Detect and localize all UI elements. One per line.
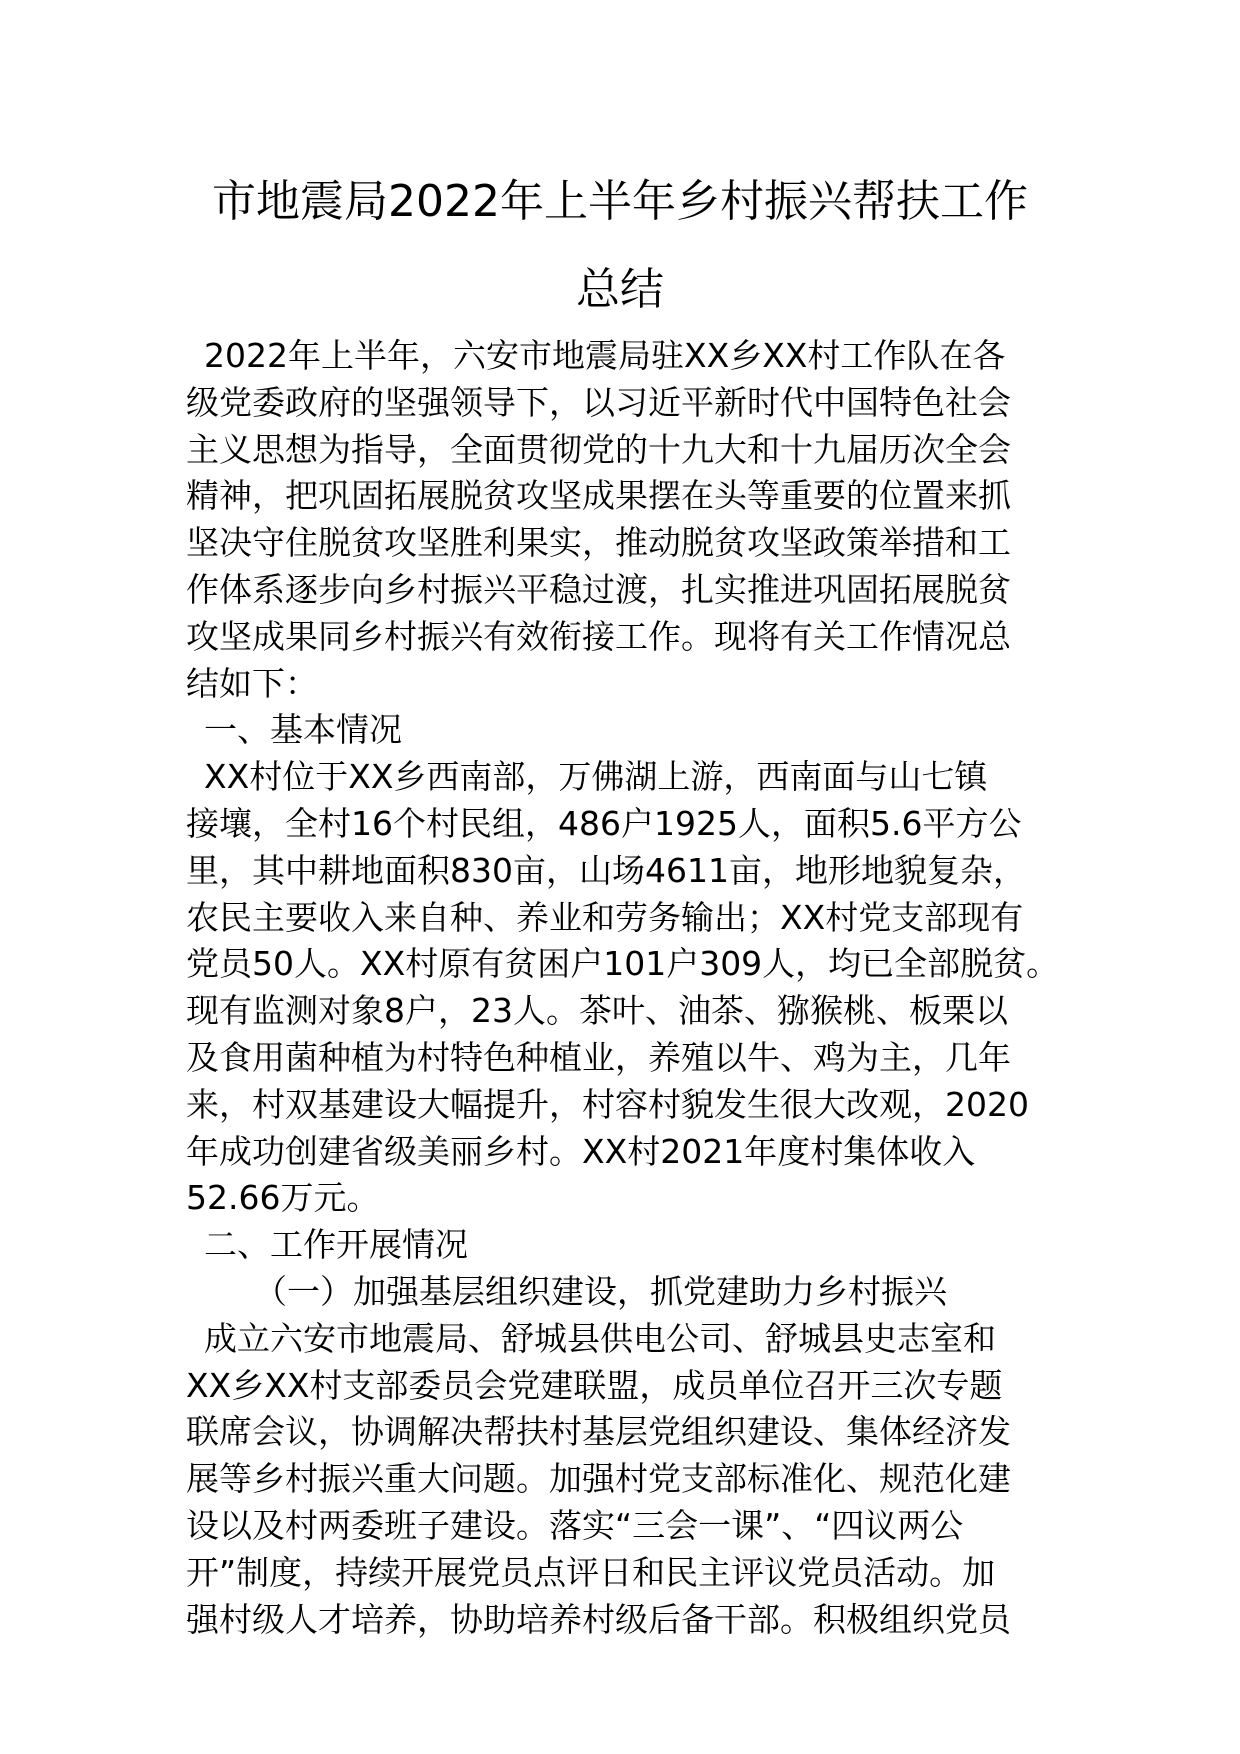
party-line: 成立六安市地震局、舒城县供电公司、舒城县史志室和 [204,1318,996,1358]
basic-line: 年成功创建省级美丽乡村。XX村2021年度村集体收入 [186,1131,976,1171]
party-line: 展等乡村振兴重大问题。加强村党支部标准化、规范化建 [186,1459,1011,1499]
basic-line: 来，村双基建设大幅提升，村容村貌发生很大改观，2020 [186,1084,1029,1124]
basic-line: 现有监测对象8户，23人。茶叶、油茶、猕猴桃、板栗以 [186,991,1008,1031]
party-line: 设以及村两委班子建设。落实“三会一课”、“四议两公 [186,1505,964,1545]
basic-line: 里，其中耕地面积830亩，山场4611亩，地形地貌复杂， [186,850,1026,890]
party-line: XX乡XX村支部委员会党建联盟，成员单位召开三次专题 [186,1365,1003,1405]
intro-line: 级党委政府的坚强领导下，以习近平新时代中国特色社会 [186,382,1011,422]
basic-line: 及食用菌种植为村特色种植业，养殖以牛、鸡为主，几年 [186,1037,1011,1077]
intro-line: 坚决守住脱贫攻坚胜利果实，推动脱贫攻坚政策举措和工 [186,523,1011,563]
basic-line: 农民主要收入来自种、养业和劳务输出；XX村党支部现有 [186,897,1024,937]
intro-line: 作体系逐步向乡村振兴平稳过渡，扎实推进巩固拓展脱贫 [186,569,1011,609]
document-title-line-2: 总结 [576,264,664,315]
intro-line: 精神，把巩固拓展脱贫攻坚成果摆在头等重要的位置来抓 [186,476,1011,516]
basic-line: XX村位于XX乡西南部，万佛湖上游，西南面与山七镇 [204,757,988,797]
party-line: 联席会议，协调解决帮扶村基层党组织建设、集体经济发 [186,1412,1011,1452]
party-line: 开”制度，持续开展党员点评日和民主评议党员活动。加 [186,1552,996,1592]
basic-line: 接壤，全村16个村民组，486户1925人，面积5.6平方公 [186,803,1022,843]
basic-line: 党员50人。XX村原有贫困户101户309人，均已全部脱贫。 [186,944,1060,984]
section-heading-basic: 一、基本情况 [204,710,402,750]
intro-line: 2022年上半年，六安市地震局驻XX乡XX村工作队在各 [204,336,1006,375]
document-title-line-1: 市地震局2022年上半年乡村振兴帮扶工作 [212,176,1028,227]
document-body [186,333,1060,1643]
section-heading-work: 二、工作开展情况 [204,1225,468,1265]
basic-line: 52.66万元。 [186,1178,380,1218]
intro-line: 主义思想为指导，全面贯彻党的十九大和十九届历次全会 [186,429,1011,469]
party-line: 强村级人才培养，协助培养村级后备干部。积极组织党员 [186,1599,1011,1639]
intro-line: 攻坚成果同乡村振兴有效衔接工作。现将有关工作情况总 [186,616,1011,656]
intro-line: 结如下： [186,663,318,703]
subsection-heading-party: （一）加强基层组织建设，抓党建助力乡村振兴 [254,1271,947,1311]
